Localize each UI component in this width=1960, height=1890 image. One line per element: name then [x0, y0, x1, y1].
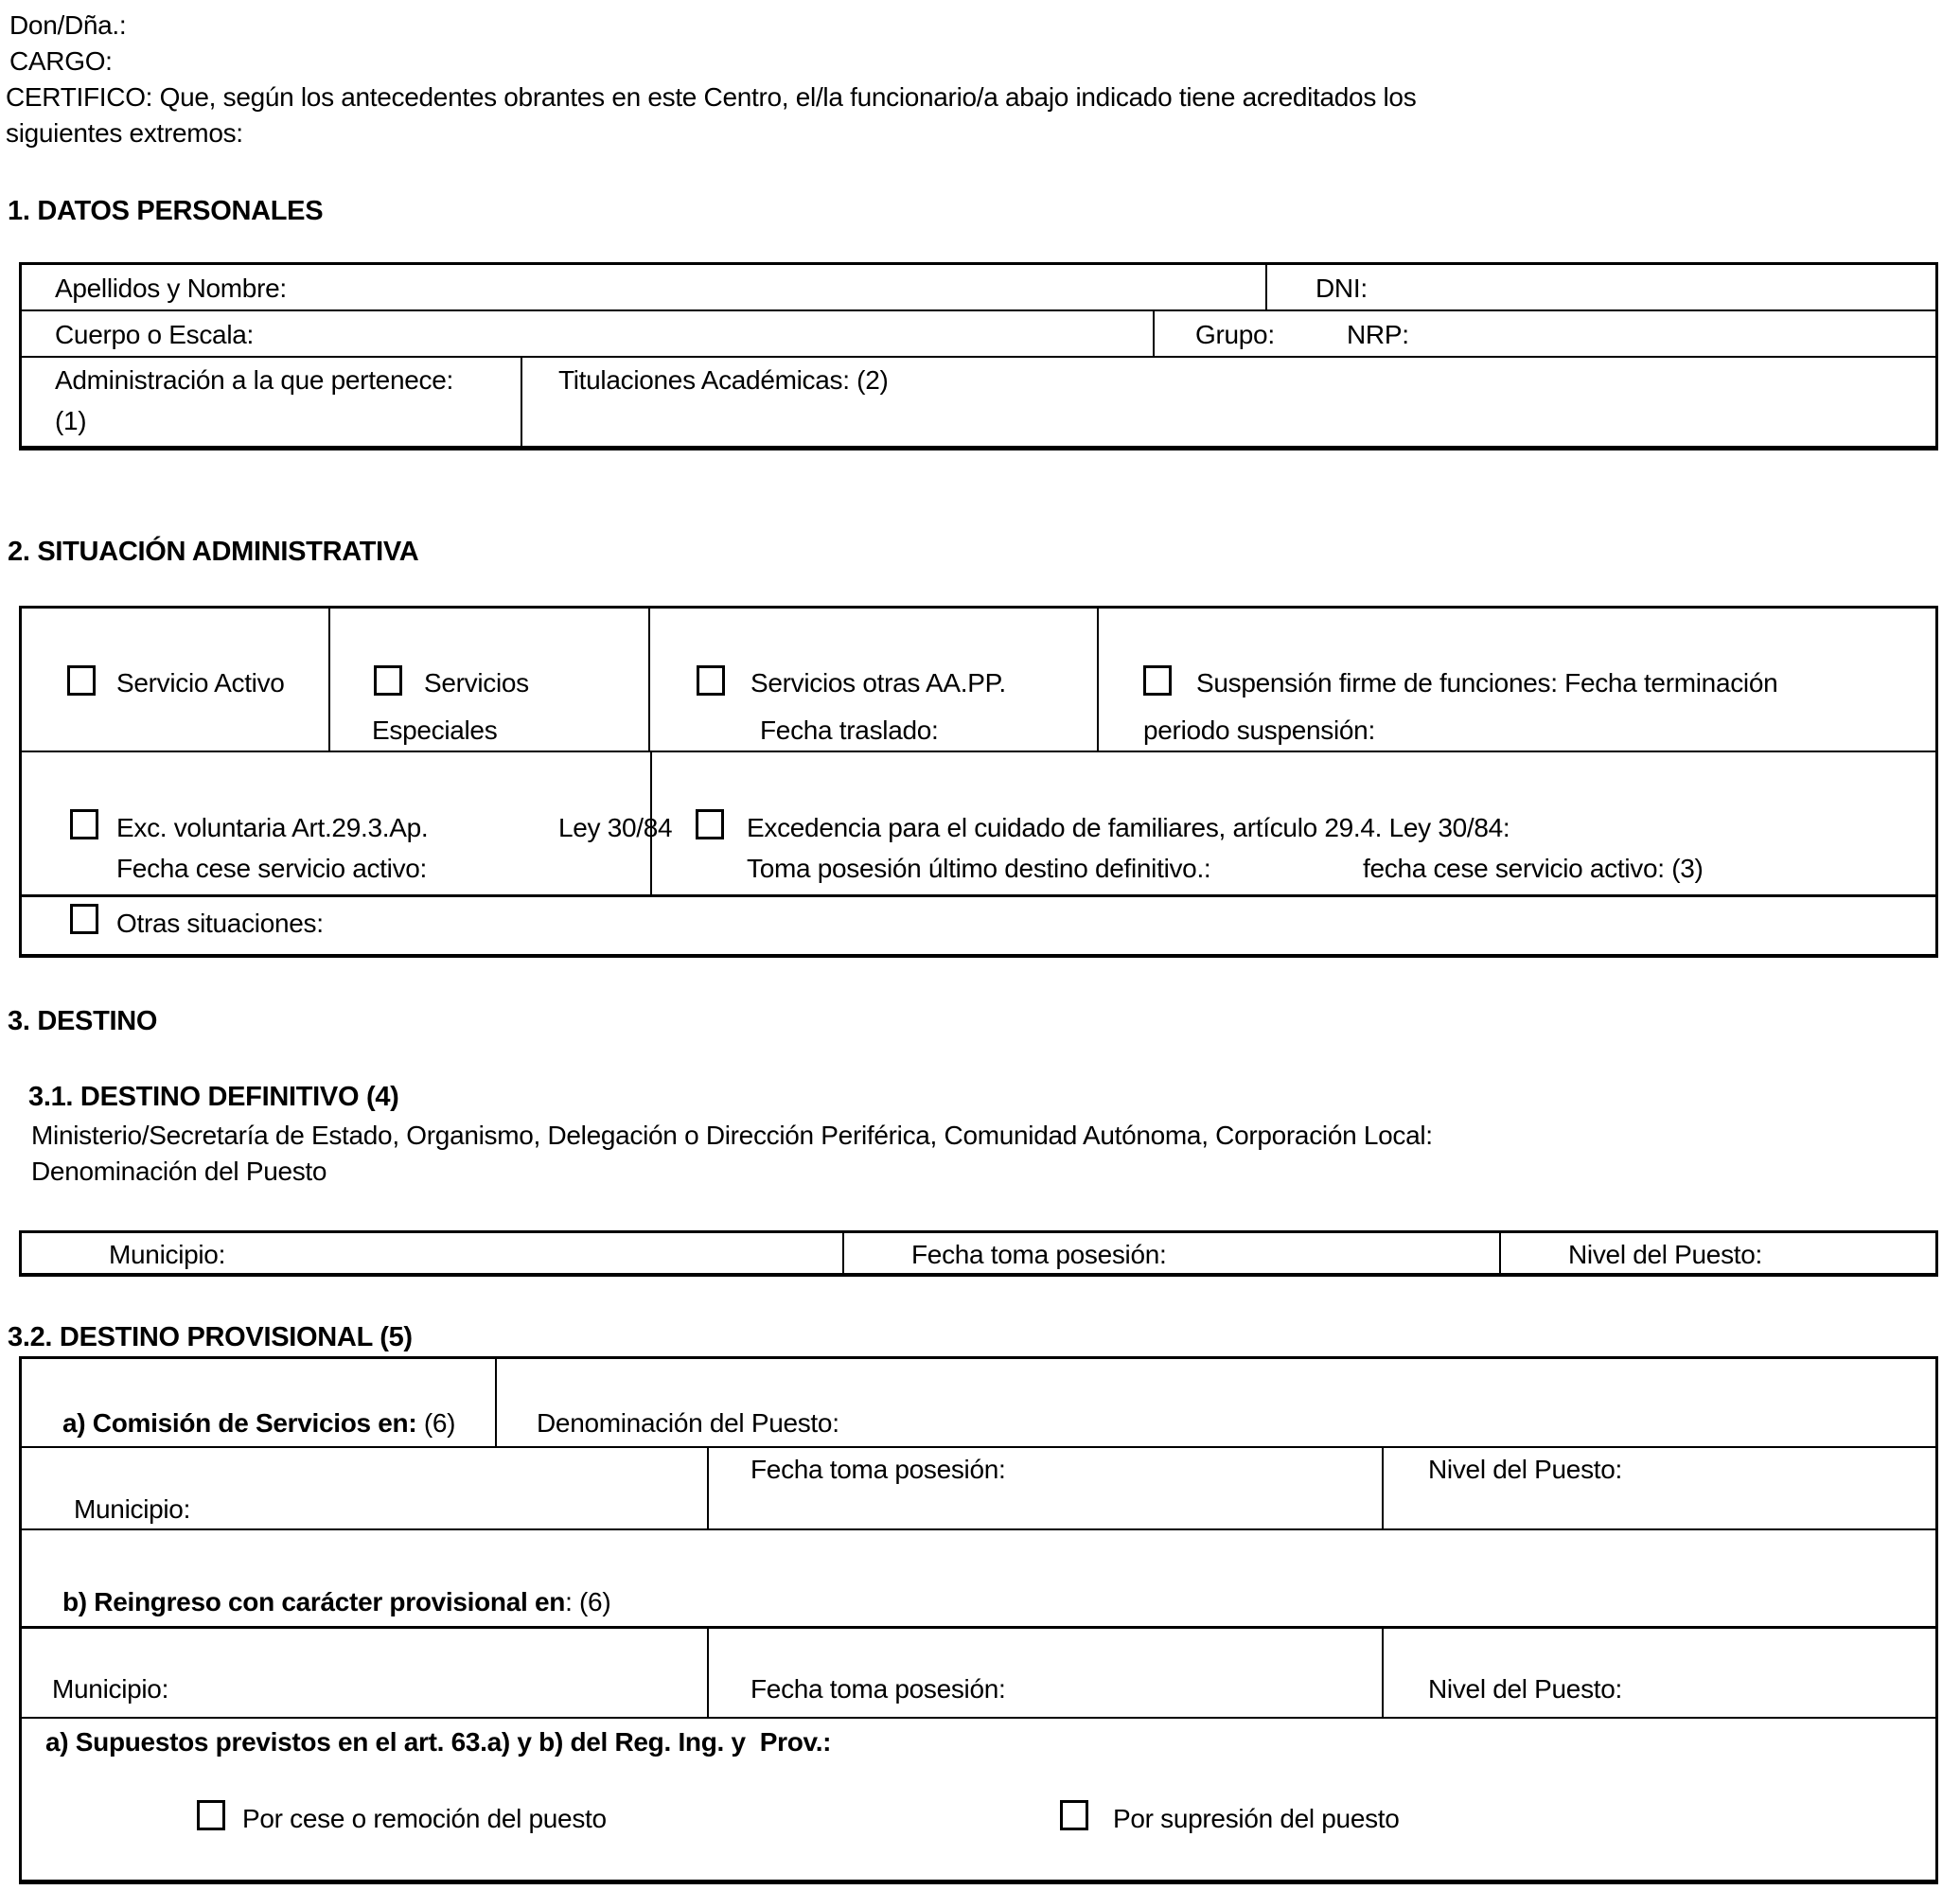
municipio-field-label[interactable]: Municipio: [109, 1240, 226, 1269]
nivel-puesto-field-label[interactable]: Nivel del Puesto: [1568, 1240, 1763, 1269]
fecha-cese-activo-label[interactable]: fecha cese servicio activo: (3) [1363, 854, 1704, 883]
suspension-label-line1: Suspensión firme de funciones: Fecha terminación [1196, 668, 1778, 698]
administracion-field-label-line2: (1) [55, 406, 87, 435]
divider [22, 1528, 1935, 1530]
divider [22, 751, 1935, 752]
ministerio-line: Ministerio/Secretaría de Estado, Organismo, Delegación o Dirección Periférica, Comunidad Autónoma, Corporación Local: [31, 1121, 1433, 1150]
supresion-label: Por supresión del puesto [1113, 1804, 1400, 1833]
fecha-posesion1-field-label[interactable]: Fecha toma posesión: [750, 1455, 1006, 1484]
divider [22, 1717, 1935, 1719]
fecha-posesion2-field-label[interactable]: Fecha toma posesión: [750, 1674, 1006, 1704]
cese-remocion-checkbox[interactable] [197, 1800, 225, 1830]
divider [1382, 1446, 1384, 1528]
divider [707, 1629, 709, 1717]
section31-title: 3.1. DESTINO DEFINITIVO (4) [28, 1082, 399, 1112]
certifico-line1: CERTIFICO: Que, según los antecedentes obrantes en este Centro, el/la funcionario/a abajo indicado tiene acreditados los [6, 82, 1417, 112]
nrp-field-label[interactable]: NRP: [1347, 320, 1409, 349]
divider [707, 1446, 709, 1528]
divider [648, 609, 650, 751]
comision-servicios-note: (6) [416, 1408, 456, 1438]
toma-posesion-label[interactable]: Toma posesión último destino definitivo.: [747, 854, 1211, 883]
section2-title: 2. SITUACIÓN ADMINISTRATIVA [8, 537, 419, 567]
cese-remocion-label: Por cese o remoción del puesto [242, 1804, 607, 1833]
dni-field-label[interactable]: DNI: [1315, 274, 1368, 303]
servicios-especiales-label-line2: Especiales [372, 715, 498, 745]
divider [22, 309, 1935, 311]
reingreso-label[interactable] [62, 1586, 610, 1618]
servicios-especiales-label-line1: Servicios [424, 668, 529, 698]
divider [842, 1233, 844, 1274]
municipio1-field-label[interactable]: Municipio: [74, 1494, 191, 1524]
fecha-traslado-label[interactable]: Fecha traslado: [760, 715, 939, 745]
titulaciones-field-label[interactable]: Titulaciones Académicas: (2) [558, 365, 889, 395]
section1-title: 1. DATOS PERSONALES [8, 196, 324, 226]
destino-definitivo-table [19, 1230, 1938, 1277]
divider [1382, 1629, 1384, 1717]
datos-personales-table [19, 262, 1938, 450]
servicio-activo-label: Servicio Activo [116, 668, 285, 698]
divider [1499, 1233, 1501, 1274]
exc-voluntaria-label: Exc. voluntaria Art.29.3.Ap. [116, 813, 429, 842]
nivel-puesto1-field-label[interactable]: Nivel del Puesto: [1428, 1455, 1623, 1484]
reingreso-bold: b) Reingreso con carácter provisional en [62, 1587, 566, 1616]
comision-servicios-label[interactable] [62, 1407, 455, 1440]
administracion-field-label-line1[interactable]: Administración a la que pertenece: [55, 365, 453, 395]
comision-servicios-bold: a) Comisión de Servicios en: [62, 1408, 417, 1438]
supresion-checkbox[interactable] [1060, 1800, 1088, 1830]
don-dna-label: Don/Dña.: [9, 10, 127, 40]
divider [521, 356, 522, 448]
grupo-field-label[interactable]: Grupo: [1195, 320, 1275, 349]
exc-voluntaria-checkbox[interactable] [70, 809, 98, 839]
suspension-label-line2: periodo suspensión: [1143, 715, 1375, 745]
divider [22, 894, 1935, 897]
section32-title: 3.2. DESTINO PROVISIONAL (5) [8, 1322, 413, 1352]
section3-title: 3. DESTINO [8, 1006, 158, 1036]
suspension-checkbox[interactable] [1143, 665, 1172, 696]
exc-voluntaria-ley-label: Ley 30/84 [558, 813, 673, 842]
certifico-line2: siguientes extremos: [6, 118, 243, 148]
apellidos-field-label[interactable]: Apellidos y Nombre: [55, 274, 287, 303]
divider [1097, 609, 1099, 751]
situacion-administrativa-table [19, 606, 1938, 958]
servicios-especiales-checkbox[interactable] [374, 665, 402, 696]
otras-situaciones-checkbox[interactable] [70, 904, 98, 934]
nivel-puesto2-field-label[interactable]: Nivel del Puesto: [1428, 1674, 1623, 1704]
excedencia-label-line1: Excedencia para el cuidado de familiares, artículo 29.4. Ley 30/84: [747, 813, 1510, 842]
fecha-cese-label[interactable]: Fecha cese servicio activo: [116, 854, 428, 883]
municipio2-field-label[interactable]: Municipio: [52, 1674, 169, 1704]
servicios-otras-checkbox[interactable] [697, 665, 725, 696]
reingreso-note: : (6) [565, 1587, 611, 1616]
cuerpo-escala-field-label[interactable]: Cuerpo o Escala: [55, 320, 254, 349]
denominacion-puesto-line: Denominación del Puesto [31, 1157, 327, 1186]
divider [328, 609, 330, 751]
cargo-label: CARGO: [9, 46, 113, 76]
fecha-posesion-field-label[interactable]: Fecha toma posesión: [911, 1240, 1167, 1269]
otras-situaciones-label: Otras situaciones: [116, 909, 324, 938]
divider [495, 1359, 497, 1446]
supuestos-label: a) Supuestos previstos en el art. 63.a) y b) del Reg. Ing. y Prov.: [45, 1727, 832, 1757]
divider [22, 1626, 1935, 1629]
servicios-otras-label: Servicios otras AA.PP. [750, 668, 1006, 698]
servicio-activo-checkbox[interactable] [67, 665, 96, 696]
excedencia-checkbox[interactable] [696, 809, 724, 839]
divider [1153, 309, 1155, 356]
divider [22, 356, 1935, 358]
destino-provisional-table [19, 1356, 1938, 1884]
divider [1265, 265, 1267, 309]
denominacion-field-label[interactable]: Denominación del Puesto: [537, 1408, 839, 1438]
divider [22, 1446, 1935, 1448]
